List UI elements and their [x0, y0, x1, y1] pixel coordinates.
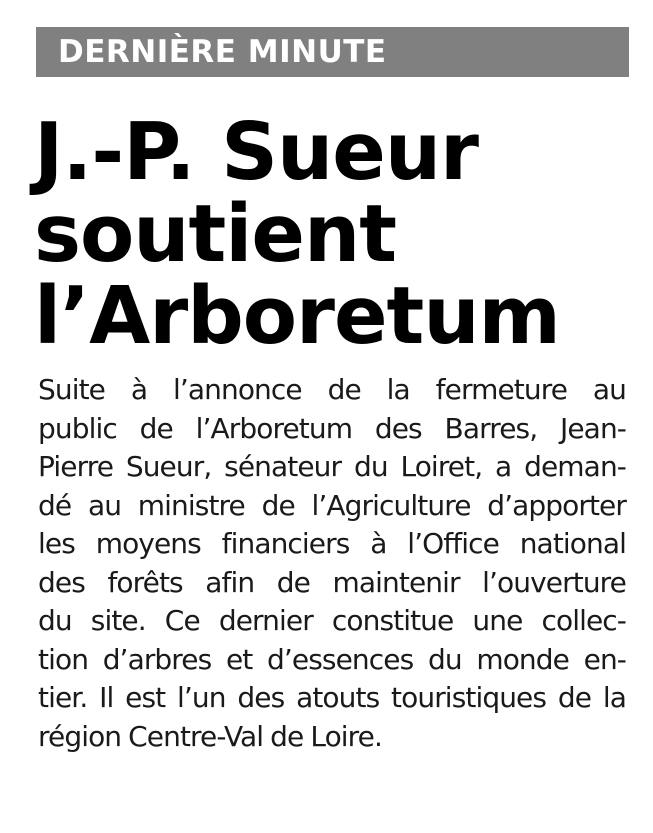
body-line: du site. Ce dernier constitue une collec-	[38, 604, 626, 637]
kicker-bar	[36, 27, 629, 77]
body-line: des forêts afin de maintenir l’ouverture	[38, 565, 626, 599]
kicker-label: DERNIÈRE MINUTE	[58, 34, 387, 70]
body-line: tion d’arbres et d’essences du monde en-	[38, 642, 626, 676]
body-line: public de l’Arboretum des Barres, Jean-	[38, 411, 626, 445]
article-body	[38, 371, 626, 756]
headline	[34, 106, 634, 362]
body-line: Pierre Sueur, sénateur du Loiret, a deman-	[38, 450, 626, 483]
headline-line: soutient	[34, 188, 396, 280]
body-line: les moyens financiers à l’Office national	[38, 527, 626, 560]
body-line: dé au ministre de l’Agriculture d’apporter	[38, 488, 626, 522]
body-line: tier. Il est l’un des atouts touristiques de la	[38, 681, 626, 714]
headline-line: l’Arboretum	[34, 270, 560, 362]
body-line: Suite à l’annonce de la fermeture au	[38, 373, 626, 406]
headline-line: J.-P. Sueur	[34, 106, 479, 198]
body-line: région Centre-Val de Loire.	[38, 719, 383, 753]
